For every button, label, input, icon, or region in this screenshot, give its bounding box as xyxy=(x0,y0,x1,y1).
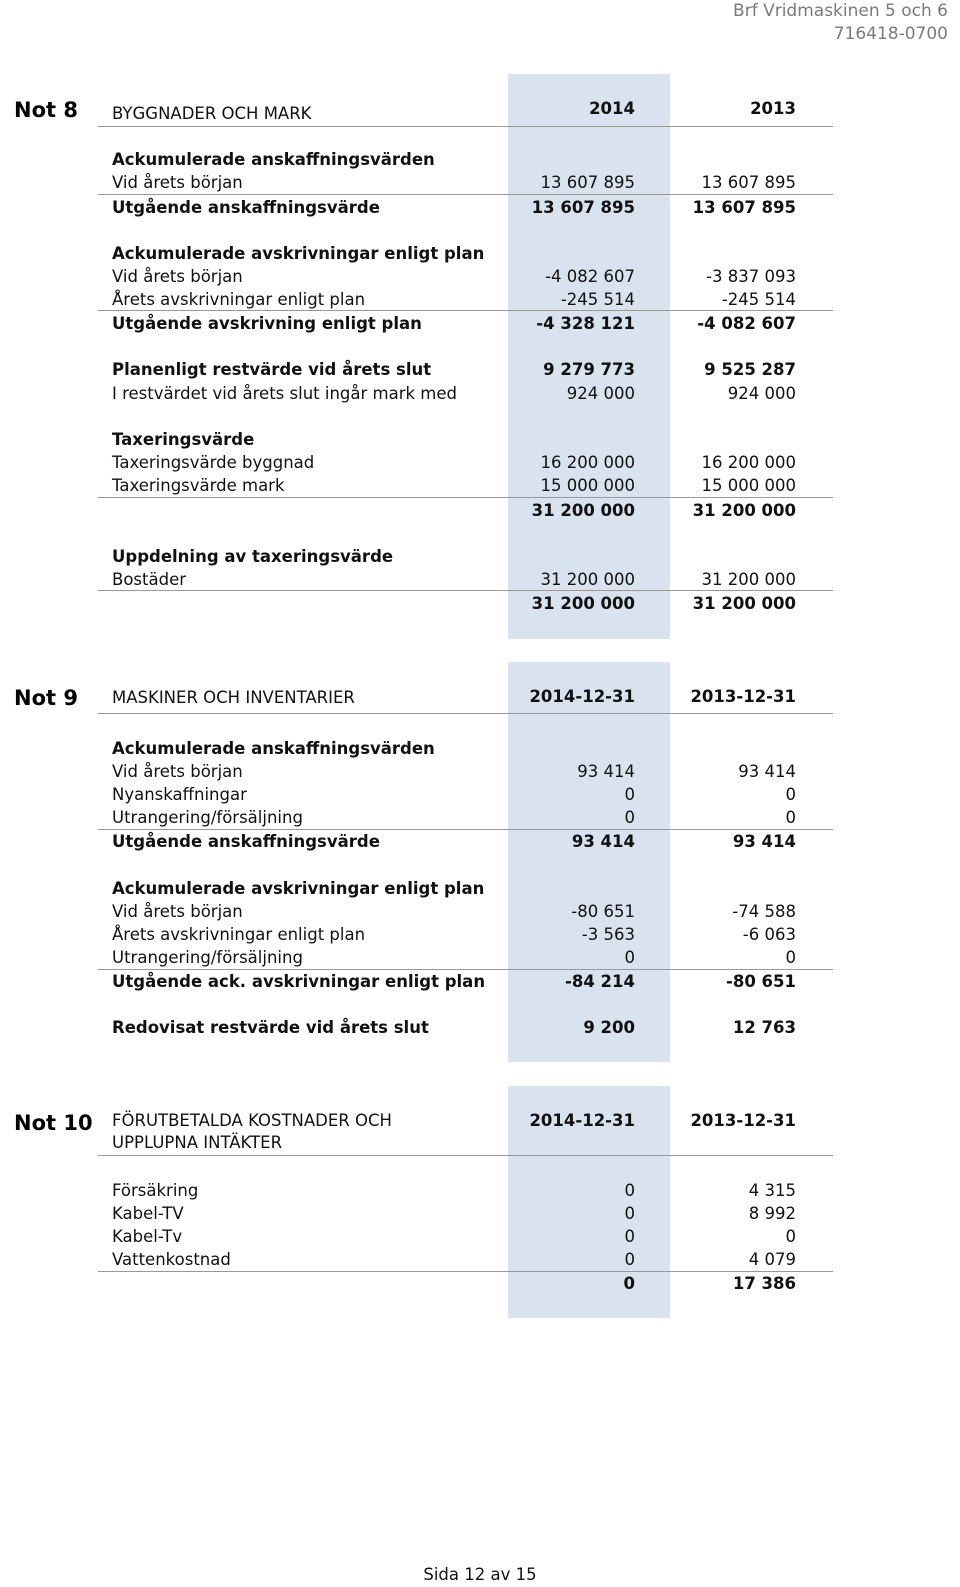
table-row: Utgående ack. avskrivningar enligt plan -84 214 -80 651 xyxy=(112,972,796,991)
table-row: Vid årets början 93 414 93 414 xyxy=(112,762,796,781)
note9-col1-header: 2014-12-31 xyxy=(529,687,635,706)
note10-col1-header: 2014-12-31 xyxy=(529,1111,635,1130)
table-row: Utrangering/försäljning 0 0 xyxy=(112,808,796,827)
table-row: Årets avskrivningar enligt plan -3 563 -6 063 xyxy=(112,925,796,944)
note8-header-rule xyxy=(98,126,833,127)
table-row: Utgående anskaffningsvärde 93 414 93 414 xyxy=(112,832,796,851)
document-header xyxy=(733,0,948,46)
table-row: Vattenkostnad 0 4 079 xyxy=(112,1250,796,1269)
table-row: Ackumulerade avskrivningar enligt plan xyxy=(112,879,485,898)
note10-title: FÖRUTBETALDA KOSTNADER OCH UPPLUPNA INTÄKTER xyxy=(112,1111,392,1152)
note10-number: Not 10 xyxy=(14,1111,93,1135)
note9-title: MASKINER OCH INVENTARIER xyxy=(112,688,355,707)
table-row: Utgående anskaffningsvärde 13 607 895 13 607 895 xyxy=(112,198,796,217)
table-row: Taxeringsvärde xyxy=(112,430,255,449)
note9-header-rule xyxy=(98,713,833,714)
table-row: Kabel-Tv 0 0 xyxy=(112,1227,796,1246)
table-row: Kabel-TV 0 8 992 xyxy=(112,1204,796,1223)
table-row: Vid årets början 13 607 895 13 607 895 xyxy=(112,173,796,192)
table-row: Ackumulerade anskaffningsvärden xyxy=(112,739,435,758)
table-row: Bostäder 31 200 000 31 200 000 xyxy=(112,570,796,589)
note10-col2-header: 2013-12-31 xyxy=(690,1111,796,1130)
row-divider xyxy=(98,497,833,498)
note8-number: Not 8 xyxy=(14,98,78,122)
table-row: Utrangering/försäljning 0 0 xyxy=(112,948,796,967)
table-row: Taxeringsvärde mark 15 000 000 15 000 000 xyxy=(112,476,796,495)
page-number: Sida 12 av 15 xyxy=(423,1565,537,1584)
table-row: I restvärdet vid årets slut ingår mark med 924 000 924 000 xyxy=(112,384,796,403)
row-divider xyxy=(98,310,833,311)
table-row: Vid årets början -4 082 607 -3 837 093 xyxy=(112,267,796,286)
table-row: 31 200 000 31 200 000 xyxy=(531,594,796,613)
table-row: Utgående avskrivning enligt plan -4 328 121 -4 082 607 xyxy=(112,314,796,333)
note8-title: BYGGNADER OCH MARK xyxy=(112,104,312,123)
table-row: Planenligt restvärde vid årets slut 9 279 773 9 525 287 xyxy=(112,360,796,379)
table-row: Ackumulerade anskaffningsvärden xyxy=(112,150,435,169)
note9-shaded-column xyxy=(508,662,670,1062)
table-row: Årets avskrivningar enligt plan -245 514 -245 514 xyxy=(112,290,796,309)
table-row: Ackumulerade avskrivningar enligt plan xyxy=(112,244,485,263)
note9-number: Not 9 xyxy=(14,686,78,710)
table-row: Nyanskaffningar 0 0 xyxy=(112,785,796,804)
row-divider xyxy=(98,194,833,195)
table-row: Redovisat restvärde vid årets slut 9 200 12 763 xyxy=(112,1018,796,1037)
note8-col1-header: 2014 xyxy=(589,99,635,118)
table-row: 31 200 000 31 200 000 xyxy=(531,501,796,520)
table-row: 0 17 386 xyxy=(623,1274,796,1293)
note10-header-rule xyxy=(98,1155,833,1156)
association-name: Brf Vridmaskinen 5 och 6 xyxy=(733,1,948,21)
table-row: Vid årets början -80 651 -74 588 xyxy=(112,902,796,921)
row-divider xyxy=(98,590,833,591)
note8-col2-header: 2013 xyxy=(750,99,796,118)
note9-col2-header: 2013-12-31 xyxy=(690,687,796,706)
table-row: Uppdelning av taxeringsvärde xyxy=(112,547,394,566)
table-row: Försäkring 0 4 315 xyxy=(112,1181,796,1200)
org-number: 716418-0700 xyxy=(833,24,948,44)
table-row: Taxeringsvärde byggnad 16 200 000 16 200 000 xyxy=(112,453,796,472)
